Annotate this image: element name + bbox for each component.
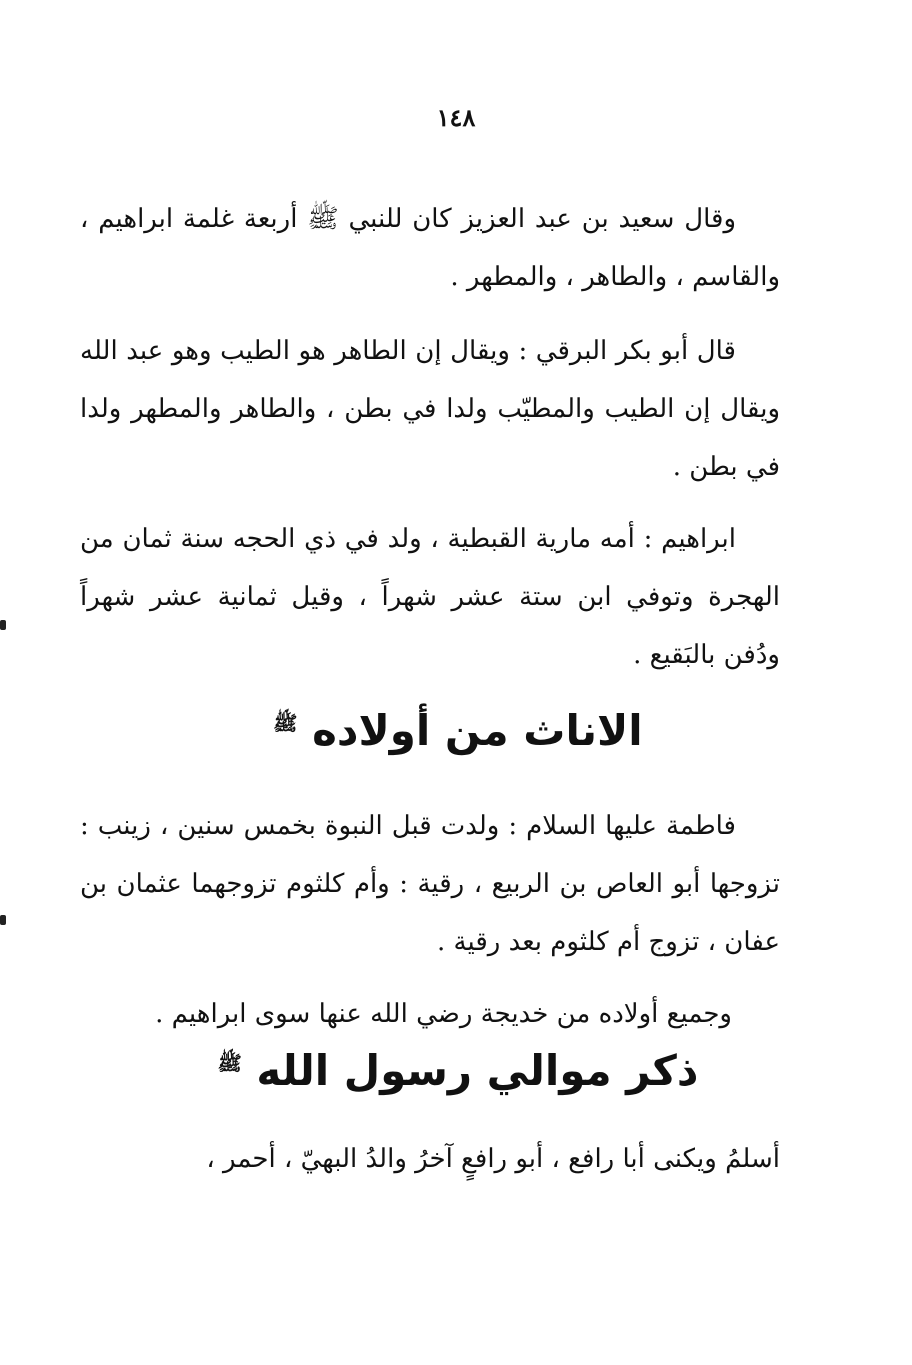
scan-edge-mark (0, 915, 6, 925)
paragraph-daughters: فاطمة عليها السلام : ولدت قبل النبوة بخمس سنين ، زينب : تزوجها أبو العاص بن الربيع ، رقية : وأم كلثوم تزوجهما عثمان بن عفان ، تزوج أم كلثوم بعد رقية . (80, 811, 780, 957)
honorific-glyph: ﷺ (273, 711, 298, 735)
paragraph-ibrahim: ابراهيم : أمه مارية القبطية ، ولد في ذي الحجه سنة ثمان من الهجرة وتوفي ابن ستة عشر شهراً ، وقيل ثمانية عشر شهراً ودُفن بالبَقيع . (80, 524, 780, 670)
paragraph-al-barqi: قال أبو بكر البرقي : ويقال إن الطاهر هو الطيب وهو عبد الله ويقال إن الطيب والمطيّب ولدا في بطن ، والطاهر والمطهر ولدا في بطن . (80, 336, 780, 482)
heading-mawali-text: ذكر موالي رسول الله (256, 1046, 699, 1095)
honorific-glyph: ﷺ (217, 1051, 242, 1075)
page-number: ١٤٨ (436, 103, 476, 132)
paragraph-mawali-list: أسلمُ ويكنى أبا رافع ، أبو رافعٍ آخرُ والدُ البهيّ ، أحمر ، (206, 1144, 780, 1174)
paragraph-boys-of-prophet: وقال سعيد بن عبد العزيز كان للنبي ﷺ أربعة غلمة ابراهيم ، والقاسم ، والطاهر ، والمطهر . (80, 204, 780, 292)
paragraph-khadija: وجميع أولاده من خديجة رضي الله عنها سوى ابراهيم . (155, 999, 732, 1029)
heading-daughters-text: الاناث من أولاده (312, 706, 643, 755)
heading-mawali (0, 1046, 912, 1095)
heading-daughters (0, 706, 912, 755)
scan-edge-mark (0, 620, 6, 630)
